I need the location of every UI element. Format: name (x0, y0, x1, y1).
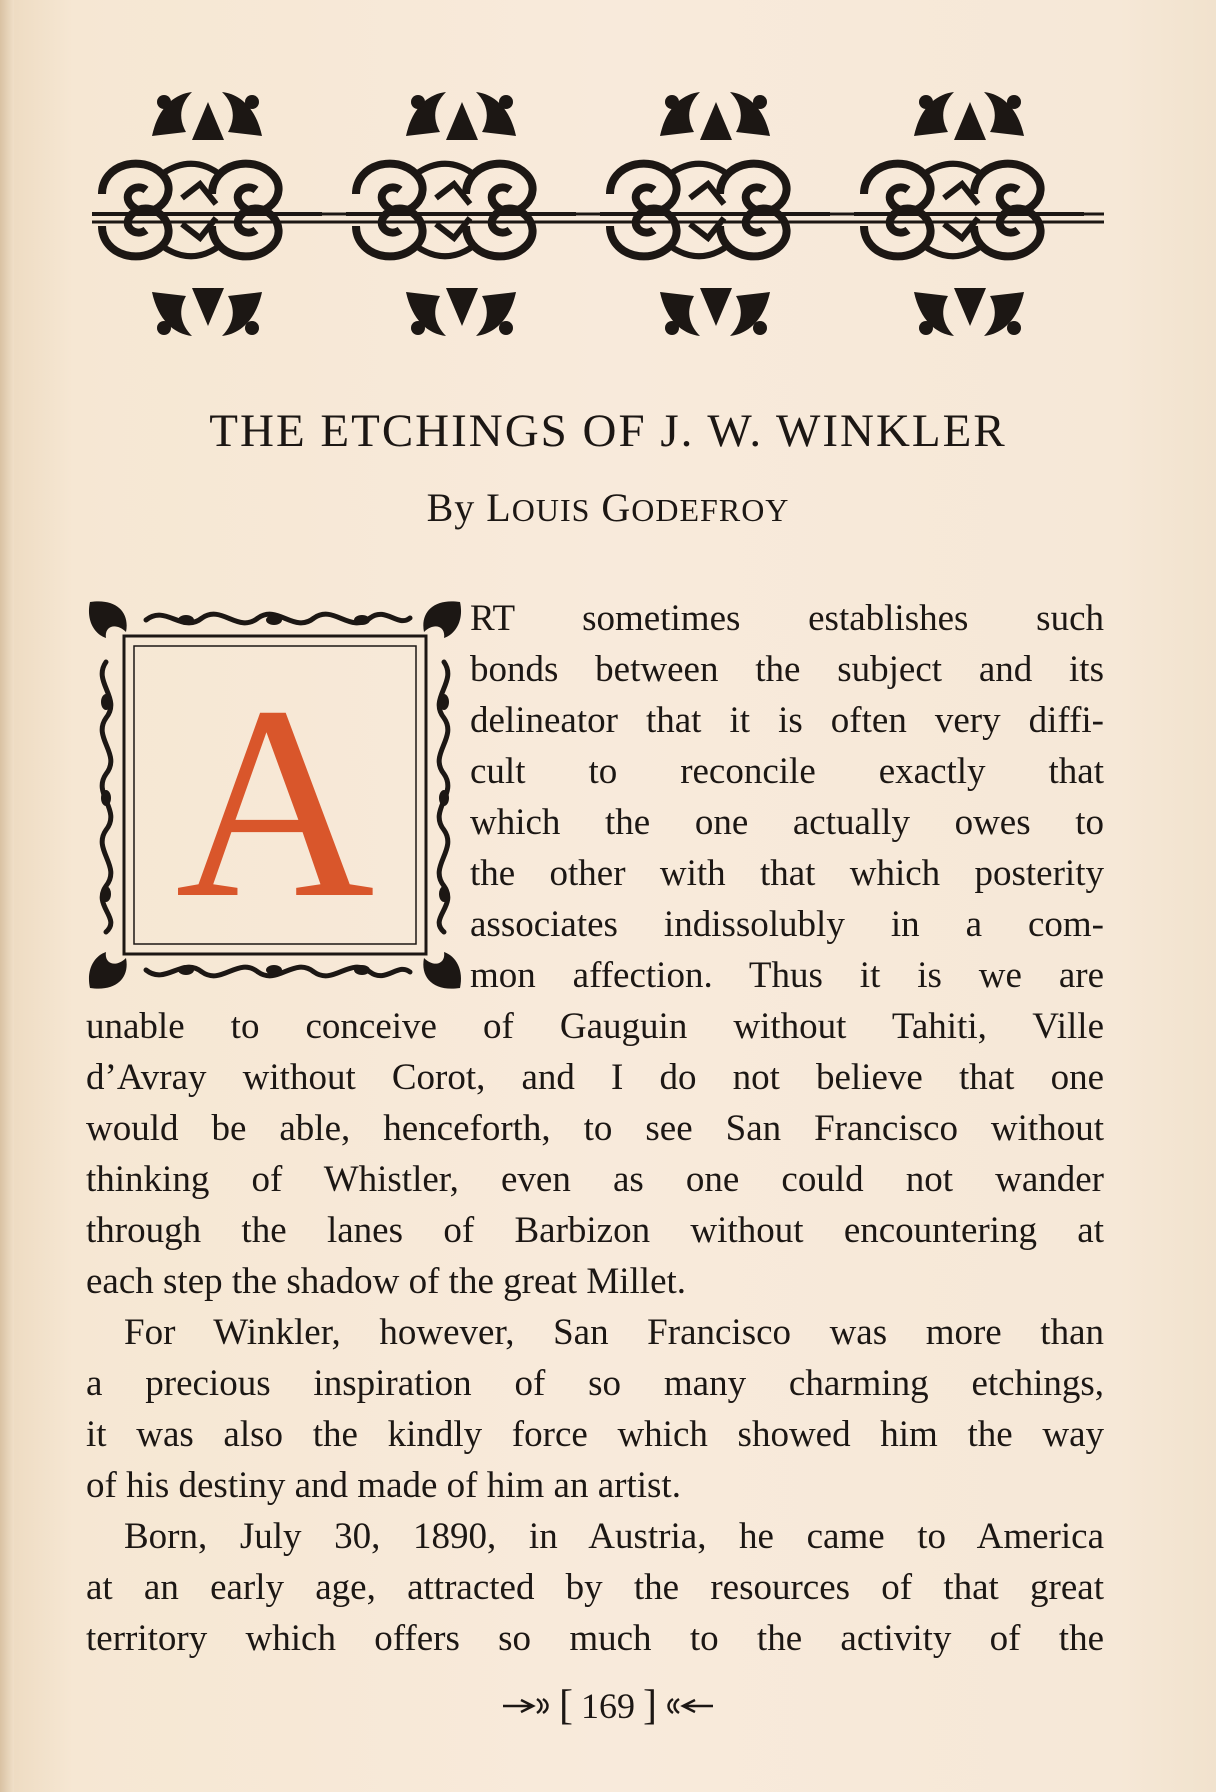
text-line: the other with that which posterity (470, 853, 1104, 894)
byline-first-initial: L (486, 485, 512, 530)
article-title: THE ETCHINGS OF J. W. WINKLER (209, 405, 1007, 457)
headpiece-ornament (92, 88, 1104, 352)
text-line: associates indissolubly in a com- (470, 904, 1104, 945)
text-line: RT sometimes establishes such (470, 598, 1104, 639)
folio-number: 169 (581, 1686, 635, 1726)
initial-letter: A (175, 649, 375, 955)
text-line: thinking of Whistler, even as one could not wander (86, 1159, 1104, 1200)
byline-last-initial: G (601, 485, 632, 530)
text-line: which the one actually owes to (470, 802, 1104, 843)
folio-bracket-left: [ (559, 1683, 573, 1729)
folio-ornament-left (503, 1697, 551, 1715)
text-line: d’Avray without Corot, and I do not believe that one (86, 1057, 1104, 1098)
text-line: Born, July 30, 1890, in Austria, he came to America (124, 1516, 1104, 1557)
text-line: mon affection. Thus it is we are (470, 955, 1104, 996)
text-line: would be able, henceforth, to see San Francisco without (86, 1108, 1104, 1149)
folio-bracket-right: ] (643, 1683, 657, 1729)
text-line: unable to conceive of Gauguin without Tahiti, Ville (86, 1006, 1104, 1047)
byline (0, 484, 1216, 531)
byline-by: By (426, 485, 476, 530)
text-line: each step the shadow of the great Millet. (86, 1261, 687, 1302)
text-line: a precious inspiration of so many charming etchings, (86, 1363, 1104, 1404)
byline-last-rest: ODEFROY (631, 492, 790, 528)
folio-ornament-right (665, 1697, 713, 1715)
text-line: bonds between the subject and its (470, 649, 1104, 690)
byline-first-rest: OUIS (511, 492, 591, 528)
text-line: at an early age, attracted by the resources of that great (86, 1567, 1104, 1608)
text-line: territory which offers so much to the activity of the (86, 1618, 1104, 1659)
text-line: it was also the kindly force which showed him the way (86, 1414, 1104, 1455)
text-line: cult to reconcile exactly that (470, 751, 1104, 792)
text-line: delineator that it is often very diffi- (470, 700, 1104, 741)
text-line: For Winkler, however, San Francisco was more than (124, 1312, 1104, 1353)
page-edge (0, 0, 14, 1792)
text-line: of his destiny and made of him an artist. (86, 1465, 681, 1506)
page-number (0, 1682, 1216, 1730)
decorated-initial (86, 598, 464, 992)
text-line: through the lanes of Barbizon without encountering at (86, 1210, 1104, 1251)
